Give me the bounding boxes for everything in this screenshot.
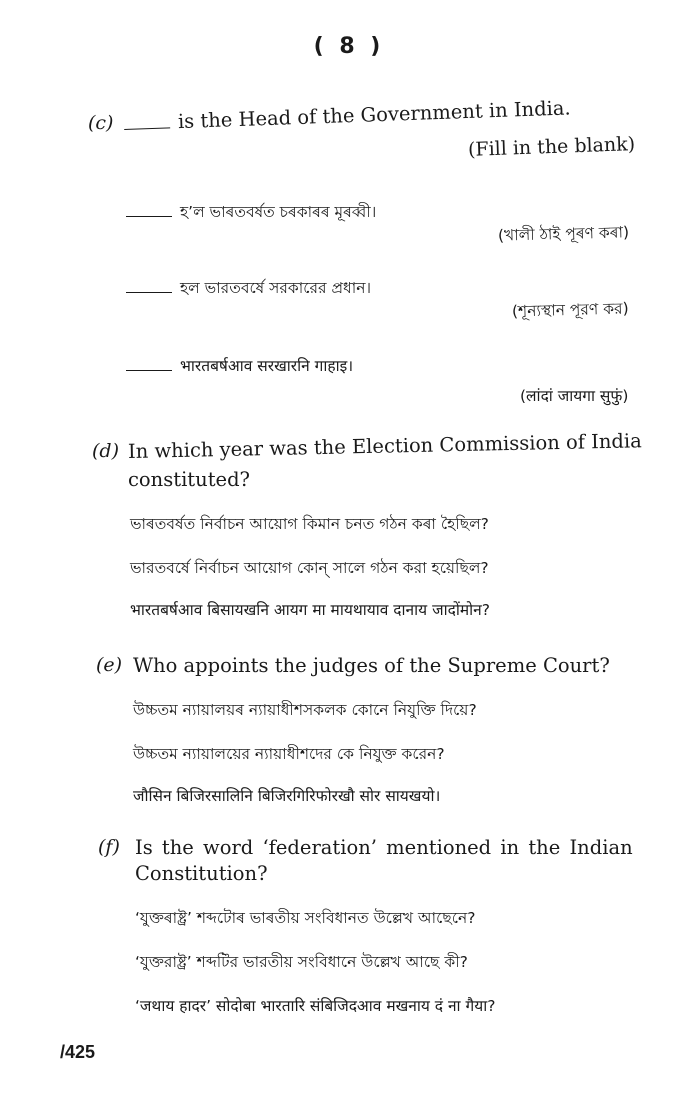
question-d-label: (d) [92, 440, 119, 462]
blank-line [126, 202, 172, 217]
question-e-assamese: উচ্চতম ন্যায়ালয়ৰ ন্যায়াধীশসকলক কোনে নিযুক্তি দিয়ে? [133, 701, 477, 719]
question-f-bodo: ‘जथाय हादर’ सोदोबा भारतारि संबिजिदआव मखनाय दं ना गैया? [135, 997, 496, 1015]
question-f-english-line1: Is the word ‘federation’ mentioned in the Indian [135, 836, 633, 859]
question-c-bodo [126, 354, 353, 376]
question-d-assamese: ভাৰতবৰ্ষত নিৰ্বাচন আয়োগ কিমান চনত গঠন কৰা হৈছিল? [130, 515, 489, 533]
question-c-bengali-hint: (শূন্যস্থান পূরণ কর) [511, 299, 629, 321]
question-c-bodo-hint: (लांदां जायगा सुफुं) [520, 387, 629, 405]
question-c-bengali [126, 276, 371, 302]
question-f-label: (f) [98, 836, 120, 858]
question-c-assamese-hint: (খালী ঠাই পূৰণ কৰা) [497, 223, 630, 245]
question-e-bengali: উচ্চতম ন্যায়ালয়ের ন্যায়াধীশদের কে নিযুক্ত করেন? [133, 745, 445, 763]
question-f-bengali: ‘যুক্তরাষ্ট্র’ শব্দটির ভারতীয় সংবিধানে উল্লেখ আছে কী? [135, 953, 468, 971]
question-c-bodo-text: भारतबर्षआव सरखारनि गाहाइ। [180, 357, 354, 375]
blank-line [126, 356, 172, 371]
question-e-label: (e) [96, 654, 123, 676]
question-d-bodo: भारतबर्षआव बिसायखनि आयग मा मायथायाव दानाय जादोंमोन? [130, 601, 490, 619]
page-number: ( 8 ) [313, 34, 385, 59]
question-c-english-text: is the Head of the Government in India. [177, 96, 572, 134]
paper-code: /425 [60, 1042, 96, 1062]
question-e-english: Who appoints the judges of the Supreme Court? [133, 654, 610, 677]
question-e-bodo: जौसिन बिजिरसालिनि बिजिरगिरिफोरखौ सोर सायखयो। [133, 787, 441, 805]
blank-line [124, 113, 170, 130]
question-c-english-hint: (Fill in the blank) [467, 133, 636, 161]
question-f-english-line2: Constitution? [135, 862, 268, 885]
question-d-bengali: ভারতবর্ষে নির্বাচন আয়োগ কোন্ সালে গঠন করা হয়েছিল? [130, 559, 489, 577]
question-d-english-line2: constituted? [128, 468, 251, 491]
blank-line [126, 278, 172, 293]
question-c-label: (c) [88, 112, 114, 134]
question-c-assamese [126, 200, 376, 226]
question-f-assamese: ‘যুক্তৰাষ্ট্ৰ’ শব্দটোৰ ভাৰতীয় সংবিধানত উল্লেখ আছেনে? [135, 909, 476, 927]
question-d-english-line1: In which year was the Election Commission of India [127, 429, 643, 463]
question-c-assamese-text: হ’ল ভাৰতবৰ্ষত চৰকাৰৰ মূৰব্বী। [180, 203, 377, 221]
question-c-english [124, 96, 571, 135]
question-c-bengali-text: হল ভারতবর্ষে সরকারের প্রধান। [180, 279, 372, 297]
